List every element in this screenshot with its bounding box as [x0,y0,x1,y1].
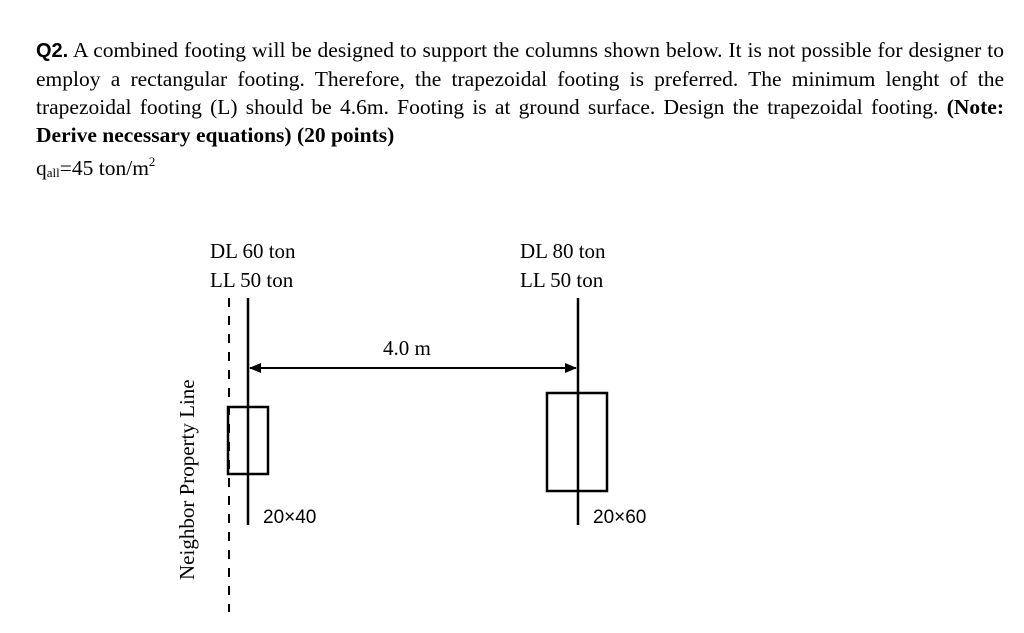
question-body: A combined footing will be designed to support the columns shown below. It is not possible for designer to employ a rectangular footing. Therefore, the trapezoidal footing is preferred. The minimum lenght of the trapezoidal footing (L) should be 4.6m. Footing is at ground surface. Design the trapezoidal footing. [36,38,1004,119]
spacing-label: 4.0 m [383,336,431,360]
qall-superscript: 2 [148,154,156,169]
column2-dead-load: DL 80 ton [520,239,606,263]
question-number: Q2. [36,40,69,62]
column2-size: 20×60 [593,507,647,528]
property-line-label: Neighbor Property Line [175,379,199,580]
column2-live-load: LL 50 ton [520,268,604,292]
qall-symbol: q [36,156,47,180]
qall-subscript: all [46,165,60,180]
column1-size: 20×40 [263,507,317,528]
qall-value: =45 ton/m [59,156,149,180]
column1-live-load: LL 50 ton [210,268,294,292]
question-note: (Note: Derive necessary equations) (20 points) [36,95,1004,147]
column1-dead-load: DL 60 ton [210,239,296,263]
